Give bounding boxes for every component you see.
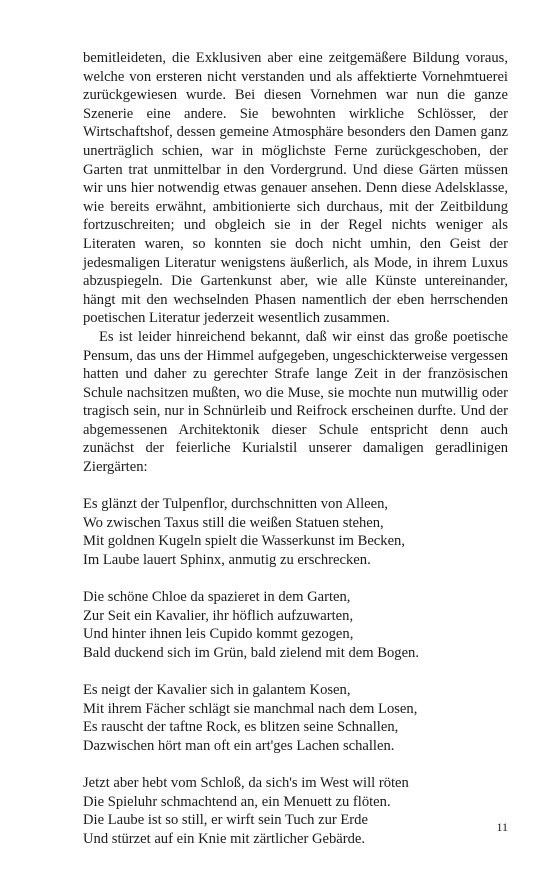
stanza-3	[83, 681, 417, 755]
verse-line: Jetzt aber hebt vom Schloß, da sich's im West will röten	[83, 775, 409, 791]
verse-line: Wo zwischen Taxus still die weißen Statuen stehen,	[83, 514, 384, 531]
paragraph-continued: bemitleideten, die Exklusiven aber eine zeitgemäßere Bildung voraus, welche von ersteren nicht verstanden und als affektierte Vornehmtuerei zurückgewiesen wurde. Bei diesen Vornehmen war nun die ganze Szenerie eine andere. Sie bewohnten wirkliche Schlösser, der Wirtschaftshof, dessen gemeine Atmosphäre besonders den Damen ganz unerträglich schien, war in möglichste Ferne zurückgeschoben, der Garten trat unmittelbar in den Vordergrund. Und diese Gärten müssen wir uns hier notwendig etwas genauer ansehen. Denn diese Adelsklasse, wie bereits erwähnt, ambitionierte sich durchaus, mit der Zeitbildung fortzuschreiten; und obgleich sie in der Regel nichts weniger als Literaten waren, so konnten sie doch nicht umhin, den Geist der jedesmaligen Literatur wenigstens äußerlich, als Mode, in ihrem Luxus abzuspiegeln. Die Gartenkunst aber, wie alle Künste untereinander, hängt mit den wechselnden Phasen namentlich der eben herrschenden poetischen Literatur jederzeit wesentlich zusammen.	[83, 50, 508, 327]
stanza-4	[83, 774, 409, 848]
verse-line: Die schöne Chloe da spazieret in dem Garten,	[83, 589, 351, 605]
paragraph-french-school: Es ist leider hinreichend bekannt, daß wir einst das große poetische Pensum, das uns der Himmel aufgegeben, ungeschickterweise vergessen hatten und daher zu gerechter Strafe lange Zeit in der französischen Schule nachsitzen mußten, wo die Muse, sie mochte nun mutwillig oder tragisch sein, nur in Schnürleib und Reifrock erscheinen durfte. Und der abgemessenen Architektonik dieser Schule entspricht denn auch zunächst der feierliche Kurialstil unserer damaligen geradlinigen Ziergärten:	[83, 328, 508, 476]
verse-line: Es glänzt der Tulpenflor, durchschnitten von Alleen,	[83, 496, 389, 512]
verse-line: Und stürzet auf ein Knie mit zärtlicher Gebärde.	[83, 830, 366, 847]
verse-line: Es neigt der Kavalier sich in galantem Kosen,	[83, 682, 351, 698]
verse-line: Bald duckend sich im Grün, bald zielend mit dem Bogen.	[83, 644, 419, 661]
verse-line: Mit ihrem Fächer schlägt sie manchmal nach dem Losen,	[83, 700, 418, 717]
page-number: 11	[496, 820, 508, 834]
verse-line: Zur Seit ein Kavalier, ihr höflich aufzuwarten,	[83, 607, 354, 624]
verse-line: Die Laube ist so still, er wirft sein Tuch zur Erde	[83, 812, 368, 829]
prose-body	[83, 49, 508, 477]
verse-line: Es rauscht der taftne Rock, es blitzen seine Schnallen,	[83, 719, 399, 736]
verse-line: Die Spieluhr schmachtend an, ein Menuett zu flöten.	[83, 793, 391, 810]
stanza-2	[83, 588, 419, 662]
stanza-1	[83, 495, 405, 569]
verse-line: Dazwischen hört man oft ein art'ges Lachen schallen.	[83, 737, 395, 754]
verse-line: Im Laube lauert Sphinx, anmutig zu erschrecken.	[83, 551, 371, 568]
verse-line: Und hinter ihnen leis Cupido kommt gezogen,	[83, 626, 354, 643]
verse-line: Mit goldnen Kugeln spielt die Wasserkunst im Becken,	[83, 533, 406, 550]
